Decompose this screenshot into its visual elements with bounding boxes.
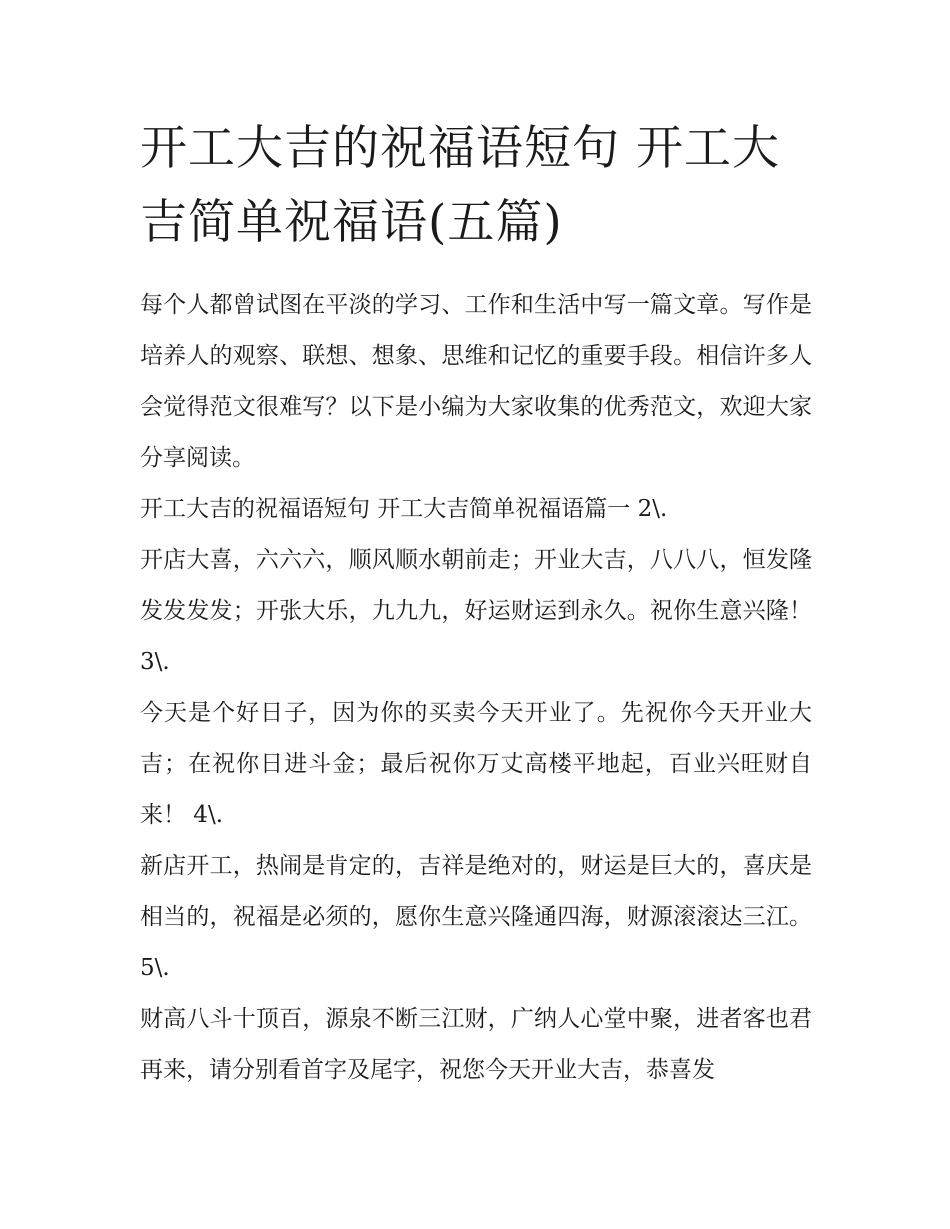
document-body xyxy=(140,280,812,1096)
wish-paragraph-3: 新店开工，热闹是肯定的，吉祥是绝对的，财运是巨大的，喜庆是相当的，祝福是必须的，愿你生意兴隆通四海，财源滚滚达三江。 5\. xyxy=(140,853,812,981)
intro-paragraph: 每个人都曾试图在平淡的学习、工作和生活中写一篇文章。写作是培养人的观察、联想、想象、思维和记忆的重要手段。相信许多人会觉得范文很难写？以下是小编为大家收集的优秀范文，欢迎大家分享阅读。 xyxy=(140,292,812,471)
wish-paragraph-2: 今天是个好日子，因为你的买卖今天开业了。先祝你今天开业大吉；在祝你日进斗金；最后祝你万丈高楼平地起，百业兴旺财自来！ 4\. xyxy=(140,700,812,828)
wish-paragraph-1: 开店大喜，六六六，顺风顺水朝前走；开业大吉，八八八，恒发隆发发发发；开张大乐，九九九，好运财运到永久。祝你生意兴隆！ 3\. xyxy=(140,547,812,675)
wish-paragraph-4: 财高八斗十顶百，源泉不断三江财，广纳人心堂中聚，进者客也君再来，请分别看首字及尾字，祝您今天开业大吉，恭喜发 xyxy=(140,1006,812,1083)
document-title: 开工大吉的祝福语短句 开工大吉简单祝福语(五篇) xyxy=(140,121,780,250)
section-heading: 开工大吉的祝福语短句 开工大吉简单祝福语篇一 2\. xyxy=(140,496,668,522)
